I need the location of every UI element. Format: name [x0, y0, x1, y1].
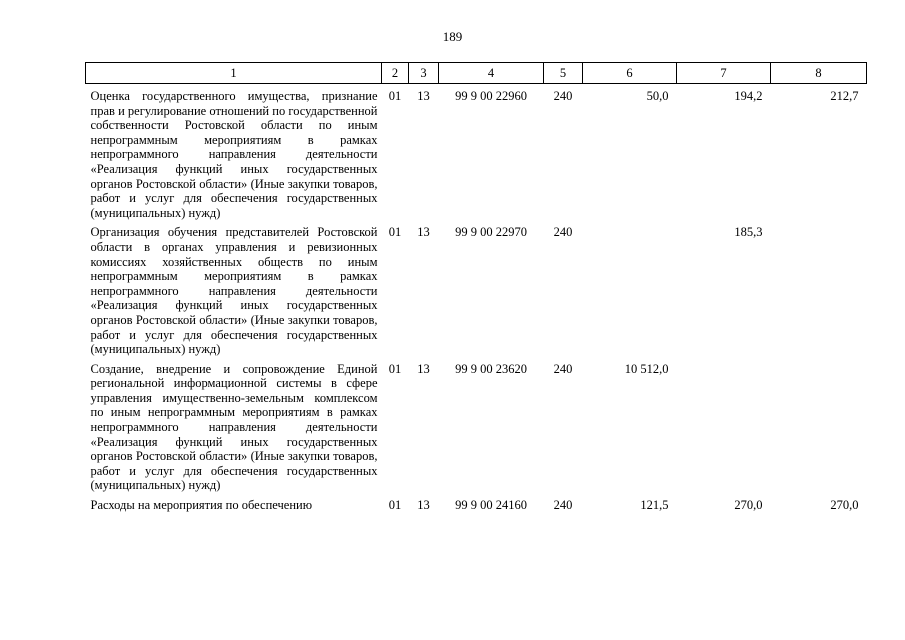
row-amount-col8 [771, 220, 867, 356]
table-row [86, 220, 867, 356]
row-amount-col8 [771, 357, 867, 493]
row-expense-type-code: 240 [553, 361, 573, 376]
row-target-article-code: 99 9 00 22970 [455, 225, 527, 240]
row-description: Организация обучения представителей Ростовской области в органах управления и ревизионных комиссиях хозяйственных обществ по иным непрограммным мероприятиям в рамках непрограммного направления деятельности «Реализация функций иных государственных органов Ростовской области» (Иные закупки товаров, работ и услуг для обеспечения государственных (муниципальных) нужд) [90, 225, 378, 357]
column-header-3: 3 [409, 63, 439, 84]
row-section-code: 01 [388, 89, 402, 103]
row-description: Создание, внедрение и сопровождение Единой региональной информационной системы в сфере управления имущественно-земельным комплексом по иным непрограммным мероприятиям в рамках непрограммного направления деятельности «Реализация функций иных государственных органов Ростовской области» (Иные закупки товаров, работ и услуг для обеспечения государственных (муниципальных) нужд) [90, 361, 378, 493]
row-amount-col6: 50,0 [646, 89, 669, 103]
column-header-5: 5 [544, 63, 583, 84]
row-description: Расходы на мероприятия по обеспечению [90, 498, 313, 513]
column-header-8: 8 [771, 63, 867, 84]
row-amount-col7: 185,3 [734, 225, 763, 240]
column-header-2: 2 [382, 63, 409, 84]
row-expense-type-code: 240 [553, 225, 573, 240]
column-header-6: 6 [583, 63, 677, 84]
row-amount-col8: 212,7 [830, 89, 859, 103]
row-subsection-code: 13 [417, 89, 430, 103]
table-row [86, 357, 867, 493]
table-row [86, 84, 867, 221]
row-amount-col6: 121,5 [640, 498, 669, 513]
row-description: Оценка государственного имущества, признание прав и регулирование отношений по государственной собственности Ростовской области по иным непрограммным мероприятиям в рамках непрограммного направления деятельности «Реализация функций иных государственных органов Ростовской области» (Иные закупки товаров, работ и услуг для обеспечения государственных (муниципальных) нужд) [90, 89, 378, 220]
column-header-1: 1 [86, 63, 382, 84]
row-amount-col7 [677, 357, 771, 493]
table-header-row [86, 63, 867, 84]
row-section-code: 01 [388, 361, 402, 376]
row-amount-col6: 10 512,0 [624, 361, 669, 376]
row-target-article-code: 99 9 00 24160 [455, 498, 527, 513]
row-expense-type-code: 240 [553, 498, 573, 513]
budget-table [85, 62, 867, 513]
row-target-article-code: 99 9 00 22960 [455, 89, 527, 103]
row-subsection-code: 13 [417, 498, 430, 513]
row-section-code: 01 [388, 225, 402, 240]
row-amount-col7: 270,0 [734, 498, 763, 513]
page-number: 189 [442, 29, 463, 44]
row-expense-type-code: 240 [553, 89, 573, 103]
row-target-article-code: 99 9 00 23620 [455, 361, 527, 376]
row-amount-col7: 194,2 [734, 89, 763, 103]
column-header-4: 4 [439, 63, 544, 84]
table-row [86, 493, 867, 513]
column-header-7: 7 [677, 63, 771, 84]
row-subsection-code: 13 [417, 225, 430, 240]
row-section-code: 01 [388, 498, 402, 513]
row-amount-col8: 270,0 [830, 498, 859, 513]
row-amount-col6 [583, 220, 677, 356]
row-subsection-code: 13 [417, 361, 430, 376]
